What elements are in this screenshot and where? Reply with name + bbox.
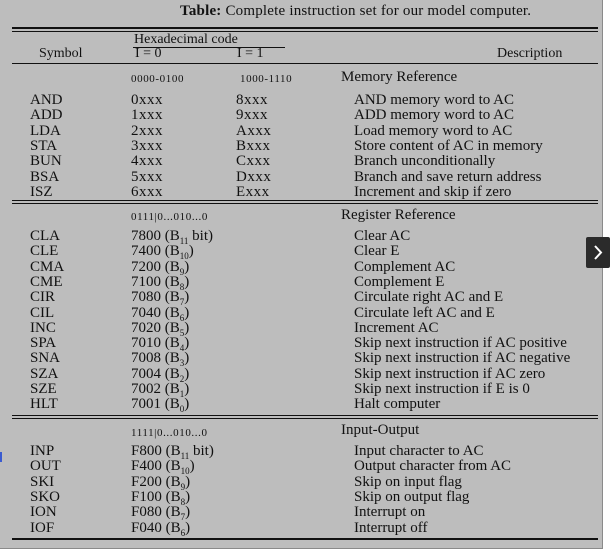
hex-value: 7020 bbox=[131, 319, 161, 336]
bit-paren-open: (B bbox=[161, 319, 180, 336]
register-rule-2 bbox=[12, 418, 598, 419]
bit-paren-open: (B bbox=[161, 519, 181, 536]
description-cell: Skip next instruction if AC positive bbox=[354, 335, 567, 352]
bit-subscript: 4 bbox=[179, 343, 185, 354]
bit-subscript: 11 bbox=[180, 451, 190, 461]
table-row bbox=[0, 458, 602, 477]
description-cell: Halt computer bbox=[354, 396, 441, 413]
top-rule-inner bbox=[12, 31, 598, 32]
symbol-cell: BSA bbox=[30, 168, 60, 185]
table-row bbox=[0, 93, 602, 108]
symbol-cell: CMA bbox=[30, 258, 65, 275]
bit-subscript: 10 bbox=[179, 251, 189, 262]
bit-paren-open: (B bbox=[161, 458, 181, 475]
description-cell: Branch unconditionally bbox=[354, 153, 496, 170]
symbol-cell: ISZ bbox=[30, 183, 53, 200]
symbol-cell: SZE bbox=[30, 381, 57, 397]
symbol-cell: CME bbox=[30, 273, 63, 290]
top-rule bbox=[12, 27, 598, 29]
table-row bbox=[0, 289, 602, 308]
symbol-cell: ION bbox=[30, 504, 57, 521]
table-row bbox=[0, 260, 602, 275]
description-cell: Skip on input flag bbox=[354, 473, 462, 490]
description-cell: Input character to AC bbox=[354, 443, 484, 459]
bit-subscript: 9 bbox=[180, 481, 186, 492]
bit-subscript: 2 bbox=[179, 373, 185, 384]
symbol-header: Symbol bbox=[39, 46, 83, 61]
bit-paren-close: ) bbox=[184, 365, 190, 382]
bit-paren-open: (B bbox=[161, 304, 180, 321]
bit-subscript: 6 bbox=[179, 312, 185, 323]
bit-paren-close: ) bbox=[184, 319, 190, 336]
description-cell: Interrupt off bbox=[354, 519, 428, 536]
description-cell: Increment and skip if zero bbox=[354, 183, 512, 200]
header-rule bbox=[12, 63, 598, 64]
bit-paren-close: ) bbox=[185, 488, 191, 505]
table-caption bbox=[0, 3, 602, 20]
hexcode-header: Hexadecimal code bbox=[134, 32, 238, 47]
bit-paren-close: ) bbox=[184, 350, 190, 367]
hex-value: 7008 bbox=[131, 350, 161, 367]
bit-subscript: 10 bbox=[180, 466, 190, 477]
symbol-cell: SZA bbox=[30, 365, 59, 382]
bit-paren-open: (B bbox=[161, 396, 180, 413]
bit-paren-open: (B bbox=[161, 258, 180, 275]
bit-subscript: 8 bbox=[179, 281, 185, 292]
bit-paren-open: (B bbox=[161, 473, 181, 490]
hex-value: F200 bbox=[131, 473, 162, 490]
table-row bbox=[0, 350, 602, 369]
bit-paren-close: ) bbox=[208, 443, 214, 459]
bit-paren-close: ) bbox=[184, 396, 190, 413]
bit-paren-open: (B bbox=[161, 289, 180, 306]
symbol-cell: OUT bbox=[30, 458, 61, 475]
symbol-cell: CLA bbox=[30, 228, 60, 244]
bit-subscript: 8 bbox=[180, 496, 186, 507]
caption-label: Table: bbox=[180, 3, 222, 19]
hex-i1-cell: Axxx bbox=[236, 122, 272, 139]
table-row bbox=[0, 490, 602, 505]
description-cell: Complement AC bbox=[354, 258, 456, 275]
description-cell: AND memory word to AC bbox=[354, 92, 514, 108]
symbol-cell: SKI bbox=[30, 473, 55, 490]
description-cell: Skip next instruction if AC negative bbox=[354, 350, 571, 367]
table-row bbox=[0, 229, 602, 244]
table-row bbox=[0, 108, 602, 123]
hex-i1-cell: 8xxx bbox=[236, 92, 268, 108]
table-row bbox=[0, 335, 602, 354]
description-cell: Skip next instruction if AC zero bbox=[354, 365, 546, 382]
bit-paren-open: (B bbox=[161, 381, 180, 397]
table-row bbox=[0, 444, 602, 459]
bit-paren-open: (B bbox=[161, 243, 180, 260]
bottom-rule bbox=[12, 538, 598, 540]
bit-paren-close: ) bbox=[185, 473, 191, 490]
io-section-title: Input-Output bbox=[341, 422, 420, 438]
bit-paren-close: ) bbox=[184, 258, 190, 275]
bit-extra: bit bbox=[188, 228, 209, 244]
table-row bbox=[0, 154, 602, 169]
hex-value: F100 bbox=[131, 488, 162, 505]
hex-i0-cell: 2xxx bbox=[131, 122, 163, 139]
bit-subscript: 3 bbox=[179, 358, 185, 369]
bit-paren-open: (B bbox=[161, 350, 180, 367]
bit-paren-close: ) bbox=[185, 504, 191, 521]
memory-rule-1 bbox=[12, 200, 598, 201]
description-cell: Circulate right AC and E bbox=[354, 289, 504, 306]
table-row bbox=[0, 504, 602, 523]
symbol-cell: SNA bbox=[30, 350, 61, 367]
hex-value: 7080 bbox=[131, 289, 161, 306]
description-cell: ADD memory word to AC bbox=[354, 107, 514, 124]
description-cell: Load memory word to AC bbox=[354, 122, 513, 139]
symbol-cell: SKO bbox=[30, 488, 61, 505]
bit-paren-close: ) bbox=[185, 519, 191, 536]
bit-paren-open: (B bbox=[161, 273, 180, 290]
description-cell: Branch and save return address bbox=[354, 168, 542, 185]
bit-paren-close: ) bbox=[184, 381, 190, 397]
bit-paren-close: ) bbox=[184, 289, 190, 306]
hex-i1-cell: Dxxx bbox=[236, 168, 272, 185]
memory-code-i0: 0000-0100 bbox=[131, 73, 185, 85]
hex-value: 7010 bbox=[131, 335, 161, 352]
bit-subscript: 11 bbox=[179, 236, 189, 246]
memory-rule-2 bbox=[12, 203, 598, 204]
memory-section-title: Memory Reference bbox=[341, 69, 458, 85]
register-rule-1 bbox=[12, 415, 598, 416]
symbol-cell: AND bbox=[30, 92, 63, 108]
symbol-cell: ADD bbox=[30, 107, 63, 124]
hex-value: F080 bbox=[131, 504, 162, 521]
table-row bbox=[0, 185, 602, 200]
symbol-cell: INP bbox=[30, 443, 55, 459]
table-row bbox=[0, 275, 602, 290]
hex-i1-cell: Bxxx bbox=[236, 137, 271, 154]
io-code: 1111|0...010...0 bbox=[131, 427, 208, 439]
memory-code-i1: 1000-1110 bbox=[240, 73, 293, 85]
table-row bbox=[0, 321, 602, 336]
chevron-right-icon bbox=[593, 245, 603, 260]
description-cell: Complement E bbox=[354, 273, 445, 290]
caption-text: Complete instruction set for our model computer. bbox=[221, 3, 532, 19]
symbol-cell: SPA bbox=[30, 335, 57, 352]
i0-header: I = 0 bbox=[135, 46, 162, 61]
bit-paren-open: (B bbox=[161, 443, 181, 459]
symbol-cell: CIL bbox=[30, 304, 55, 321]
bit-subscript: 0 bbox=[179, 404, 185, 415]
bit-paren-close: ) bbox=[189, 458, 195, 475]
symbol-cell: IOF bbox=[30, 519, 55, 536]
bit-subscript: 7 bbox=[179, 297, 185, 308]
bit-paren-close: ) bbox=[188, 243, 194, 260]
bit-extra: bit bbox=[189, 443, 209, 459]
left-edge-marker bbox=[0, 452, 2, 462]
description-cell: Skip next instruction if E is 0 bbox=[354, 381, 530, 397]
hex-value: 7400 bbox=[131, 243, 161, 260]
hex-i1-cell: Exxx bbox=[236, 183, 270, 200]
hex-i0-cell: 6xxx bbox=[131, 183, 163, 200]
symbol-cell: STA bbox=[30, 137, 58, 154]
description-header: Description bbox=[497, 46, 563, 61]
bit-subscript: 6 bbox=[180, 527, 186, 538]
description-cell: Clear AC bbox=[354, 228, 411, 244]
hex-i1-cell: 9xxx bbox=[236, 107, 268, 124]
hex-i1-cell: Cxxx bbox=[236, 153, 271, 170]
hex-value: F400 bbox=[131, 458, 162, 475]
register-section-title: Register Reference bbox=[341, 207, 456, 223]
table-row bbox=[0, 396, 602, 415]
next-button[interactable] bbox=[586, 237, 610, 268]
i1-header: I = 1 bbox=[237, 46, 264, 61]
hex-i0-cell: 0xxx bbox=[131, 92, 163, 108]
symbol-cell: LDA bbox=[30, 122, 61, 139]
symbol-cell: INC bbox=[30, 319, 56, 336]
bit-paren-close: ) bbox=[184, 304, 190, 321]
description-cell: Output character from AC bbox=[354, 458, 512, 475]
table-row bbox=[0, 475, 602, 490]
symbol-cell: CIR bbox=[30, 289, 56, 306]
hex-i0-cell: 3xxx bbox=[131, 137, 163, 154]
table-row bbox=[0, 139, 602, 154]
description-cell: Store content of AC in memory bbox=[354, 137, 543, 154]
hex-value: F800 bbox=[131, 443, 162, 459]
hex-value: 7040 bbox=[131, 304, 161, 321]
symbol-cell: BUN bbox=[30, 153, 62, 170]
bit-paren-open: (B bbox=[161, 335, 180, 352]
hex-value: 7200 bbox=[131, 258, 161, 275]
bit-paren-close: ) bbox=[208, 228, 214, 244]
description-cell: Increment AC bbox=[354, 319, 439, 336]
bit-paren-close: ) bbox=[184, 335, 190, 352]
bit-subscript: 9 bbox=[179, 266, 185, 277]
table-row bbox=[0, 521, 602, 536]
table-row bbox=[0, 124, 602, 139]
description-cell: Skip on output flag bbox=[354, 488, 470, 505]
bit-paren-open: (B bbox=[161, 504, 181, 521]
symbol-cell: HLT bbox=[30, 396, 58, 413]
hex-value: 7004 bbox=[131, 365, 161, 382]
table-row bbox=[0, 170, 602, 185]
hex-value: 7800 bbox=[131, 228, 161, 244]
bit-paren-open: (B bbox=[161, 228, 180, 244]
table-row bbox=[0, 382, 602, 397]
table-row bbox=[0, 367, 602, 382]
hex-value: F040 bbox=[131, 519, 162, 536]
hex-i0-cell: 4xxx bbox=[131, 153, 163, 170]
hex-value: 7100 bbox=[131, 273, 161, 290]
symbol-cell: CLE bbox=[30, 243, 59, 260]
description-cell: Interrupt on bbox=[354, 504, 426, 521]
bit-subscript: 1 bbox=[179, 389, 185, 399]
hex-value: 7001 bbox=[131, 396, 161, 413]
hex-i0-cell: 5xxx bbox=[131, 168, 163, 185]
hex-value: 7002 bbox=[131, 381, 161, 397]
description-cell: Clear E bbox=[354, 243, 400, 260]
bit-paren-close: ) bbox=[184, 273, 190, 290]
table-row bbox=[0, 306, 602, 321]
table-row bbox=[0, 243, 602, 262]
description-cell: Circulate left AC and E bbox=[354, 304, 495, 321]
bit-paren-open: (B bbox=[161, 365, 180, 382]
bit-subscript: 5 bbox=[179, 327, 185, 338]
bit-paren-open: (B bbox=[161, 488, 181, 505]
register-code: 0111|0...010...0 bbox=[131, 211, 208, 223]
hex-i0-cell: 1xxx bbox=[131, 107, 163, 124]
bit-subscript: 7 bbox=[180, 512, 186, 523]
